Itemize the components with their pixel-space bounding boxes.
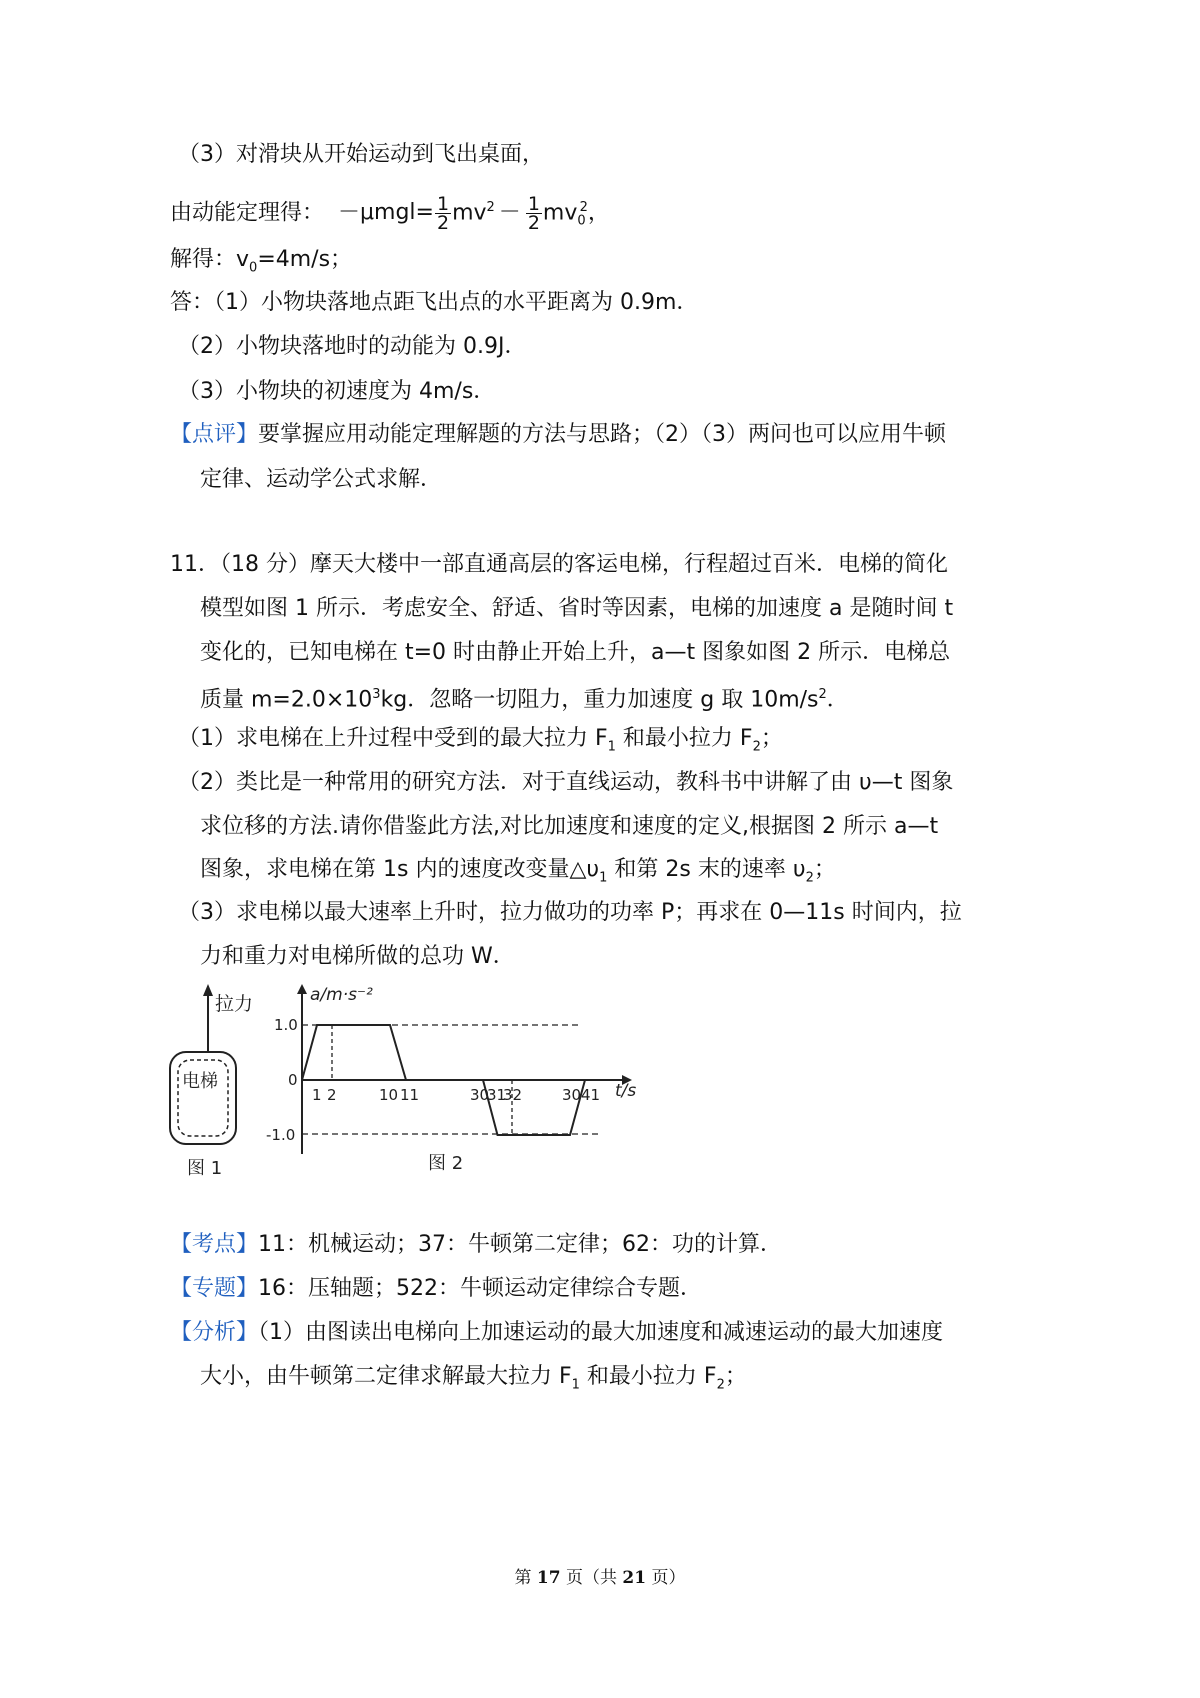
figure-2-caption: 图 2 bbox=[428, 1153, 464, 1174]
energy-prefix: 由动能定理得： bbox=[170, 200, 325, 226]
answer-1: 答：（1）小物块落地点距飞出点的水平距离为 0.9m． bbox=[170, 290, 699, 315]
result-suffix: =4m/s； bbox=[257, 247, 353, 272]
fenxi-line-1 bbox=[170, 1318, 943, 1348]
fenxi-sub1: 1 bbox=[571, 1377, 580, 1393]
problem-line-3: 变化的，已知电梯在 t=0 时由静止开始上升，a—t 图象如图 2 所示．电梯总 bbox=[200, 640, 951, 665]
question-2-line-1: （2）类比是一种常用的研究方法．对于直线运动，教科书中讲解了由 υ—t 图象 bbox=[178, 770, 954, 795]
q1-text-b: 和最小拉力 F bbox=[615, 726, 753, 751]
answer-3: （3）小物块的初速度为 4m/s． bbox=[178, 379, 496, 404]
review-line-1 bbox=[170, 420, 946, 450]
x-tick-10: 10 bbox=[379, 1086, 399, 1104]
question-3-line-2: 力和重力对电梯所做的总功 W． bbox=[200, 944, 515, 969]
footer-suffix: 页） bbox=[646, 1568, 686, 1588]
kaodian-line bbox=[170, 1230, 782, 1260]
question-2-line-3 bbox=[200, 855, 836, 893]
sup-2b: 2 bbox=[579, 200, 588, 215]
review-tag: 【点评】 bbox=[170, 422, 259, 447]
question-2-line-2: 求位移的方法.请你借鉴此方法,对比加速度和速度的定义,根据图 2 所示 a—t bbox=[200, 814, 939, 839]
zhuanti-tag: 【专题】 bbox=[170, 1276, 259, 1301]
problem-line-4 bbox=[200, 680, 849, 715]
zhuanti-text: 16：压轴题；522：牛顿运动定律综合专题． bbox=[258, 1276, 703, 1301]
force-arrow-head bbox=[203, 984, 213, 996]
mass-text: 质量 m=2.0×10 bbox=[200, 687, 373, 713]
term-mv: mv bbox=[452, 200, 487, 226]
fenxi-sub2: 2 bbox=[716, 1377, 725, 1393]
footer-page-number: 17 bbox=[536, 1568, 561, 1588]
fraction-half bbox=[435, 192, 451, 234]
force-label: 拉力 bbox=[215, 993, 254, 1015]
y-tick-1: 1.0 bbox=[274, 1016, 298, 1034]
footer-mid: 页（共 bbox=[560, 1568, 623, 1588]
x-tick-2: 2 bbox=[327, 1086, 337, 1104]
figure-1-caption: 图 1 bbox=[187, 1158, 223, 1179]
frac-numerator: 1 bbox=[527, 192, 540, 215]
question-1 bbox=[178, 724, 783, 762]
sup-2: 2 bbox=[486, 200, 495, 215]
y-axis-label: a/m·s⁻² bbox=[310, 985, 373, 1005]
result-sub0: 0 bbox=[249, 260, 258, 276]
fenxi-text-1: （1）由图读出电梯向上加速运动的最大加速度和减速运动的最大加速度 bbox=[258, 1320, 944, 1345]
q1-end: ； bbox=[760, 726, 783, 751]
page-footer bbox=[0, 1563, 1200, 1588]
q1-sub1: 1 bbox=[607, 739, 616, 755]
x-tick-30a: 30 bbox=[470, 1086, 490, 1104]
fenxi-text-2a: 大小，由牛顿第二定律求解最大拉力 F bbox=[200, 1364, 572, 1389]
elevator-label: 电梯 bbox=[182, 1071, 218, 1092]
problem-line-2: 模型如图 1 所示．考虑安全、舒适、省时等因素，电梯的加速度 a 是随时间 t bbox=[200, 596, 954, 621]
fenxi-tag: 【分析】 bbox=[170, 1320, 259, 1345]
x-tick-1: 1 bbox=[312, 1086, 322, 1104]
x-tick-41: 41 bbox=[581, 1086, 601, 1104]
y-tick-0: 0 bbox=[288, 1071, 298, 1089]
frac-numerator: 1 bbox=[436, 192, 450, 215]
x-axis-label: t/s bbox=[615, 1081, 637, 1101]
figure-2-at-graph bbox=[266, 982, 660, 1182]
footer-prefix: 第 bbox=[514, 1568, 537, 1588]
zhuanti-line bbox=[170, 1274, 702, 1304]
review-text-1: 要掌握应用动能定理解题的方法与思路；（2）（3）两问也可以应用牛顿 bbox=[258, 422, 947, 447]
energy-lhs: －μmgl= bbox=[338, 200, 434, 226]
y-tick-neg1: -1.0 bbox=[266, 1126, 296, 1144]
x-tick-31: 31 bbox=[487, 1086, 507, 1104]
question-3-line-1: （3）求电梯以最大速率上升时，拉力做功的功率 P；再求在 0—11s 时间内，拉 bbox=[178, 900, 962, 925]
frac-denominator: 2 bbox=[436, 211, 450, 234]
fraction-half-2 bbox=[526, 192, 542, 234]
q2-sub2: 2 bbox=[805, 870, 814, 886]
problem-line-1: 11．（18 分）摩天大楼中一部直通高层的客运电梯，行程超过百米．电梯的简化 bbox=[170, 552, 948, 577]
review-line-2: 定律、运动学公式求解． bbox=[200, 467, 443, 492]
q2-text-a: 图象，求电梯在第 1s 内的速度改变量△υ bbox=[200, 857, 600, 882]
q2-text-b: 和第 2s 末的速率 υ bbox=[607, 857, 806, 882]
footer-total-pages: 21 bbox=[622, 1568, 647, 1588]
result-prefix: 解得：v bbox=[170, 247, 250, 272]
q2-sub1: 1 bbox=[599, 870, 608, 886]
kaodian-tag: 【考点】 bbox=[170, 1232, 259, 1257]
sub-0: 0 bbox=[577, 213, 586, 229]
q1-sub2: 2 bbox=[752, 739, 761, 755]
frac-denominator: 2 bbox=[527, 211, 540, 234]
energy-end: ， bbox=[587, 200, 610, 226]
gravity-text: kg．忽略一切阻力，重力加速度 g 取 10m/s bbox=[380, 687, 819, 713]
energy-equation bbox=[170, 186, 610, 244]
result-line bbox=[170, 245, 352, 283]
gravity-exponent: 2 bbox=[818, 687, 827, 702]
fenxi-line-2 bbox=[200, 1362, 747, 1400]
part3-heading: （3）对滑块从开始运动到飞出桌面， bbox=[178, 142, 544, 167]
y-axis-arrow bbox=[297, 984, 307, 994]
x-tick-30b: 30 bbox=[562, 1086, 582, 1104]
term-mv0: mv bbox=[542, 200, 578, 226]
mass-exponent: 3 bbox=[372, 687, 381, 702]
answer-2: （2）小物块落地时的动能为 0.9J． bbox=[178, 334, 527, 359]
line4-end: ． bbox=[826, 687, 849, 713]
q1-text-a: （1）求电梯在上升过程中受到的最大拉力 F bbox=[178, 726, 608, 751]
minus-sign: － bbox=[498, 200, 521, 226]
x-tick-11: 11 bbox=[400, 1086, 420, 1104]
fenxi-end: ； bbox=[724, 1364, 747, 1389]
figure-1-elevator bbox=[165, 982, 275, 1182]
q2-end: ； bbox=[813, 857, 836, 882]
fenxi-text-2b: 和最小拉力 F bbox=[579, 1364, 717, 1389]
kaodian-text: 11：机械运动；37：牛顿第二定律；62：功的计算． bbox=[258, 1232, 782, 1257]
x-tick-32: 32 bbox=[503, 1086, 523, 1104]
